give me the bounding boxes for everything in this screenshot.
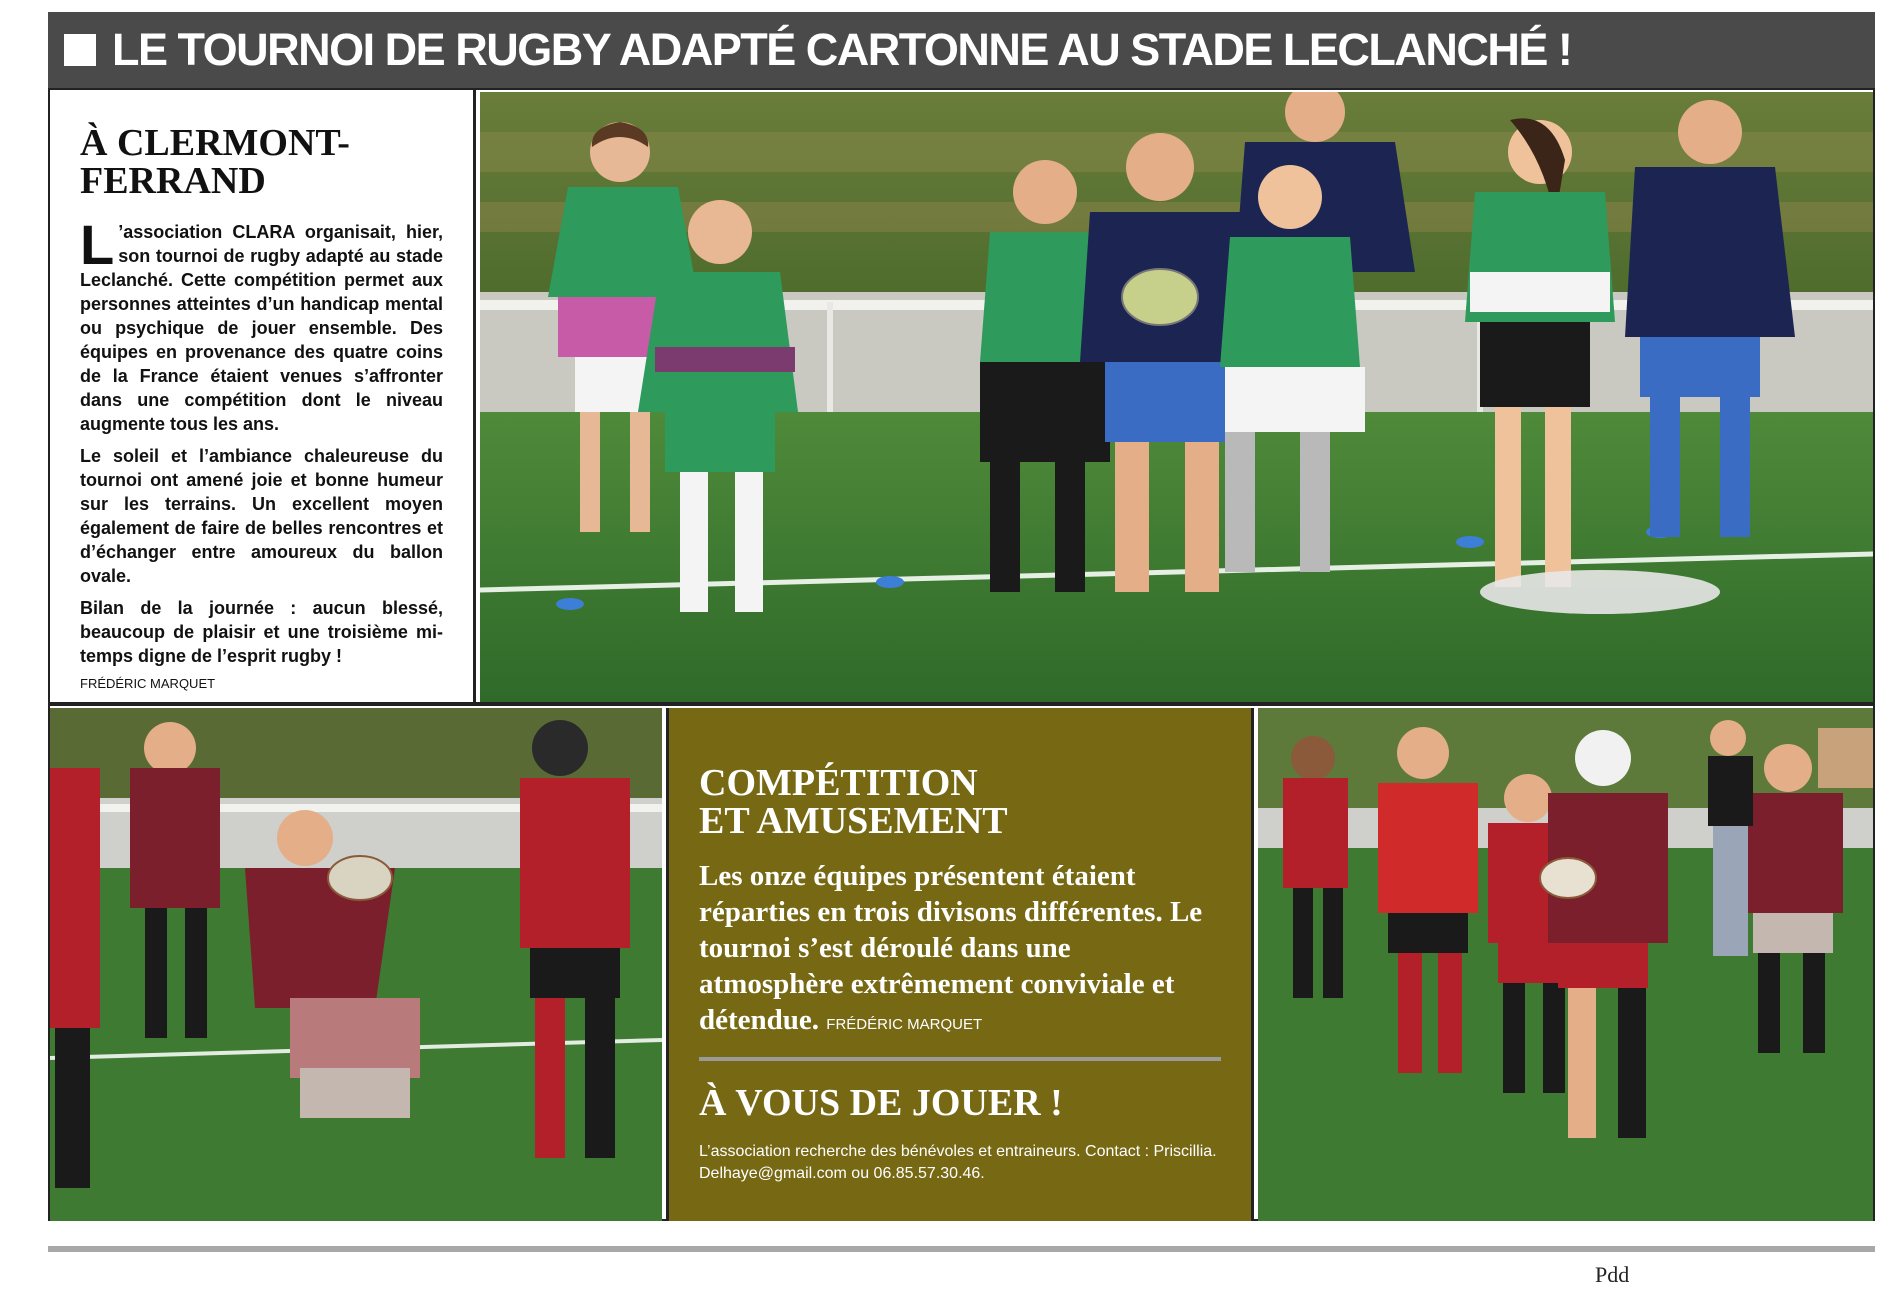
horizontal-divider xyxy=(48,702,1875,706)
sidebar-rule xyxy=(699,1057,1221,1061)
sidebar-subhead: À VOUS DE JOUER ! xyxy=(699,1082,1063,1124)
player-diamond-tackler xyxy=(290,998,420,1118)
article-byline: FRÉDÉRIC MARQUET xyxy=(80,676,216,691)
tackle-illustration xyxy=(50,708,662,1221)
sidebar-body-text: Les onze équipes présentent étaient réparties en trois divisons différentes. Le tournoi s’est déroulé dans une atmosphère extrêmement conviviale et détendue. xyxy=(699,860,1203,1036)
bullet-square-icon xyxy=(64,34,96,66)
photo-tackle xyxy=(50,708,662,1221)
article-city: À CLERMONT-FERRAND xyxy=(80,122,350,202)
drop-cap: L xyxy=(80,213,115,276)
bottom-rule xyxy=(48,1246,1875,1252)
sidebar-box xyxy=(666,708,1254,1221)
headline-banner xyxy=(48,12,1875,88)
article-paragraph-3: Bilan de la journée : aucun blessé, beaucoup de plaisir et une troisième mi-temps digne de l’esprit rugby ! xyxy=(80,598,443,666)
sidebar-title-line2: ET AMUSEMENT xyxy=(699,800,1008,842)
footer-mark: Pdd xyxy=(1595,1262,1630,1287)
sidebar-contact: L’association recherche des bénévoles et entraineurs. Contact : Priscillia. Delhaye@gmail.com ou 06.85.57.30.46. xyxy=(699,1143,1217,1182)
article-text xyxy=(50,90,476,702)
red-team-illustration xyxy=(1258,708,1873,1221)
sidebar-body xyxy=(699,858,1221,1043)
photo-red-team xyxy=(1258,708,1873,1221)
sidebar-byline: FRÉDÉRIC MARQUET xyxy=(826,1016,983,1033)
photo-main-match xyxy=(480,92,1873,702)
sidebar-title xyxy=(699,764,1221,840)
article-paragraph-1 xyxy=(80,213,443,436)
headline: LE TOURNOI DE RUGBY ADAPTÉ CARTONNE AU STADE LECLANCHÉ ! xyxy=(112,24,1572,75)
article-paragraph-2: Le soleil et l’ambiance chaleureuse du tournoi ont amené joie et bonne humeur sur les terrains. Un excellent moyen également de faire de belles rencontres et d’échanger entre amoureux du ballon ovale. xyxy=(80,446,443,586)
article-paragraph-1-text: ’association CLARA organisait, hier, son tournoi de rugby adapté au stade Leclanché. Cette compétition permet aux personnes atteintes d’un handicap mental ou psychique de jouer ensemble. Des équipes en provenance des quatre coins de la France étaient venues s’affronter dans une compétition dont le niveau augmente tous les ans. xyxy=(80,222,443,434)
sidebar-title-line1: COMPÉTITION xyxy=(699,762,978,804)
main-match-illustration xyxy=(480,92,1873,702)
